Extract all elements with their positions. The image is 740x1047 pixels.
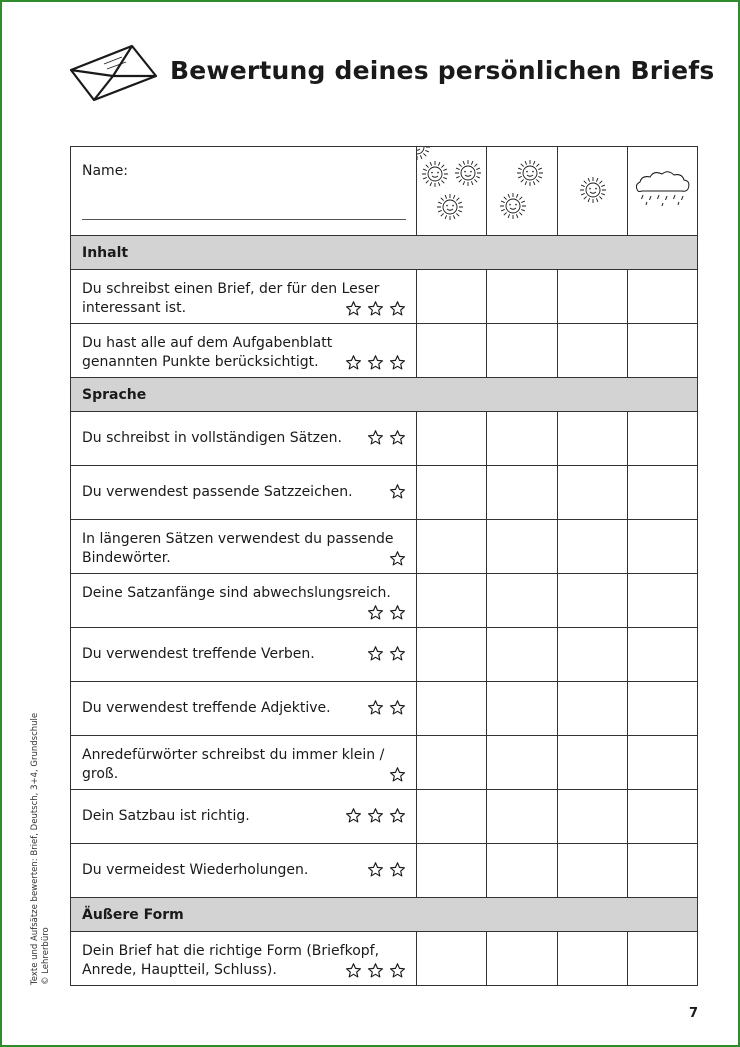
- difficulty-stars: [345, 962, 406, 979]
- rating-checkbox-cell[interactable]: [417, 628, 487, 682]
- rating-column-rain: [627, 147, 697, 236]
- rating-column-two-suns: [487, 147, 557, 236]
- rating-checkbox-cell[interactable]: [487, 932, 557, 986]
- rating-checkbox-cell[interactable]: [417, 520, 487, 574]
- source-note: [30, 713, 52, 985]
- star-icon: [389, 604, 406, 621]
- star-icon: [389, 861, 406, 878]
- criterion-cell: [71, 270, 417, 324]
- rating-checkbox-cell[interactable]: [487, 574, 557, 628]
- rating-checkbox-cell[interactable]: [627, 574, 697, 628]
- star-icon: [389, 429, 406, 446]
- difficulty-stars: [367, 699, 406, 716]
- star-icon: [367, 861, 384, 878]
- rating-checkbox-cell[interactable]: [487, 324, 557, 378]
- page-title: Bewertung deines persönlichen Briefs: [170, 56, 715, 85]
- rating-checkbox-cell[interactable]: [417, 682, 487, 736]
- rating-checkbox-cell[interactable]: [487, 736, 557, 790]
- copyright: © Lehrerbüro: [41, 927, 51, 985]
- rating-checkbox-cell[interactable]: [417, 412, 487, 466]
- section-row: [71, 236, 698, 270]
- rating-column-one-sun: [557, 147, 627, 236]
- criterion-text: In längeren Sätzen verwendest du passende Bindewörter.: [82, 531, 394, 566]
- star-icon: [389, 699, 406, 716]
- star-icon: [367, 429, 384, 446]
- criterion-cell: [71, 412, 417, 466]
- criterion-row: [71, 736, 698, 790]
- section-title: Äußere Form: [82, 907, 184, 923]
- criterion-cell: [71, 736, 417, 790]
- criterion-cell: [71, 932, 417, 986]
- star-icon: [367, 807, 384, 824]
- star-icon: [389, 354, 406, 371]
- rating-checkbox-cell[interactable]: [627, 466, 697, 520]
- rating-checkbox-cell[interactable]: [417, 574, 487, 628]
- rating-checkbox-cell[interactable]: [417, 736, 487, 790]
- envelope-icon: [66, 40, 160, 104]
- star-icon: [389, 483, 406, 500]
- criterion-cell: [71, 628, 417, 682]
- criterion-row: [71, 682, 698, 736]
- name-input-line[interactable]: [82, 219, 406, 220]
- difficulty-stars: [367, 429, 406, 446]
- criterion-text: Du verwendest treffende Adjektive.: [82, 700, 331, 716]
- star-icon: [367, 962, 384, 979]
- criterion-text: Du schreibst einen Brief, der für den Leser interessant ist.: [82, 281, 380, 316]
- star-icon: [389, 645, 406, 662]
- criterion-cell: [71, 466, 417, 520]
- page-number: 7: [688, 1006, 698, 1021]
- criterion-cell: [71, 520, 417, 574]
- rating-checkbox-cell[interactable]: [557, 270, 627, 324]
- criterion-cell: [71, 844, 417, 898]
- rating-checkbox-cell[interactable]: [557, 736, 627, 790]
- rating-checkbox-cell[interactable]: [417, 324, 487, 378]
- criterion-cell: [71, 682, 417, 736]
- rating-checkbox-cell[interactable]: [417, 790, 487, 844]
- criterion-row: [71, 790, 698, 844]
- criterion-row: [71, 932, 698, 986]
- criterion-row: [71, 466, 698, 520]
- rating-checkbox-cell[interactable]: [417, 466, 487, 520]
- rating-checkbox-cell[interactable]: [627, 270, 697, 324]
- criterion-cell: [71, 574, 417, 628]
- criterion-row: [71, 520, 698, 574]
- criterion-text: Du schreibst in vollständigen Sätzen.: [82, 430, 342, 446]
- section-row: [71, 898, 698, 932]
- rating-checkbox-cell[interactable]: [557, 790, 627, 844]
- difficulty-stars: [367, 604, 406, 621]
- star-icon: [389, 807, 406, 824]
- name-cell: [71, 147, 417, 236]
- star-icon: [367, 645, 384, 662]
- rating-checkbox-cell[interactable]: [627, 628, 697, 682]
- rating-checkbox-cell[interactable]: [557, 932, 627, 986]
- section-header: [71, 378, 698, 412]
- criterion-text: Du vermeidest Wiederholungen.: [82, 862, 309, 878]
- criterion-text: Anredefürwörter schreibst du immer klein / groß.: [82, 747, 385, 782]
- criterion-cell: [71, 324, 417, 378]
- criterion-cell: [71, 790, 417, 844]
- rating-checkbox-cell[interactable]: [487, 412, 557, 466]
- criterion-text: Du hast alle auf dem Aufgabenblatt genannten Punkte berücksichtigt.: [82, 335, 333, 370]
- evaluation-table: [70, 146, 698, 986]
- section-header: [71, 898, 698, 932]
- rating-checkbox-cell[interactable]: [627, 932, 697, 986]
- criterion-text: Du verwendest treffende Verben.: [82, 646, 315, 662]
- star-icon: [345, 962, 362, 979]
- rating-checkbox-cell[interactable]: [557, 520, 627, 574]
- rating-checkbox-cell[interactable]: [487, 844, 557, 898]
- rating-checkbox-cell[interactable]: [487, 790, 557, 844]
- criterion-row: [71, 270, 698, 324]
- rating-checkbox-cell[interactable]: [557, 844, 627, 898]
- star-icon: [367, 300, 384, 317]
- rating-checkbox-cell[interactable]: [487, 628, 557, 682]
- rating-checkbox-cell[interactable]: [627, 844, 697, 898]
- rating-checkbox-cell[interactable]: [627, 682, 697, 736]
- section-title: Inhalt: [82, 245, 129, 261]
- rating-checkbox-cell[interactable]: [627, 520, 697, 574]
- difficulty-stars: [345, 300, 406, 317]
- difficulty-stars: [345, 807, 406, 824]
- star-icon: [367, 604, 384, 621]
- star-icon: [367, 699, 384, 716]
- difficulty-stars: [389, 550, 406, 567]
- criterion-text: Dein Satzbau ist richtig.: [82, 808, 250, 824]
- rain-cloud-icon: [628, 147, 698, 235]
- star-icon: [345, 300, 362, 317]
- header-row: [71, 147, 698, 236]
- criterion-text: Dein Brief hat die richtige Form (Briefkopf, Anrede, Hauptteil, Schluss).: [82, 943, 380, 978]
- rating-checkbox-cell[interactable]: [557, 466, 627, 520]
- rating-checkbox-cell[interactable]: [627, 790, 697, 844]
- section-row: [71, 378, 698, 412]
- rating-checkbox-cell[interactable]: [627, 736, 697, 790]
- rating-checkbox-cell[interactable]: [557, 324, 627, 378]
- rating-checkbox-cell[interactable]: [417, 844, 487, 898]
- difficulty-stars: [367, 861, 406, 878]
- criterion-row: [71, 412, 698, 466]
- rating-checkbox-cell[interactable]: [557, 412, 627, 466]
- one-sun-icon: [558, 147, 628, 235]
- rating-checkbox-cell[interactable]: [487, 270, 557, 324]
- criterion-row: [71, 574, 698, 628]
- rating-checkbox-cell[interactable]: [627, 324, 697, 378]
- star-icon: [389, 962, 406, 979]
- source-line: Texte und Aufsätze bewerten: Brief, Deutsch, 3+4, Grundschule: [30, 712, 40, 985]
- star-icon: [389, 766, 406, 783]
- criterion-text: Deine Satzanfänge sind abwechslungsreich.: [82, 585, 391, 601]
- section-header: [71, 236, 698, 270]
- rating-checkbox-cell[interactable]: [487, 520, 557, 574]
- name-label: Name:: [82, 163, 129, 179]
- rating-column-three-suns: [417, 147, 487, 236]
- section-title: Sprache: [82, 387, 147, 403]
- rating-checkbox-cell[interactable]: [417, 270, 487, 324]
- rating-checkbox-cell[interactable]: [417, 932, 487, 986]
- rating-checkbox-cell[interactable]: [557, 574, 627, 628]
- criterion-text: Du verwendest passende Satzzeichen.: [82, 484, 353, 500]
- rating-checkbox-cell[interactable]: [487, 682, 557, 736]
- criterion-row: [71, 628, 698, 682]
- two-suns-icon: [487, 147, 557, 235]
- rating-checkbox-cell[interactable]: [487, 466, 557, 520]
- difficulty-stars: [345, 354, 406, 371]
- star-icon: [389, 550, 406, 567]
- difficulty-stars: [389, 766, 406, 783]
- rating-checkbox-cell[interactable]: [557, 628, 627, 682]
- difficulty-stars: [389, 483, 406, 500]
- star-icon: [367, 354, 384, 371]
- difficulty-stars: [367, 645, 406, 662]
- three-suns-icon: [417, 147, 487, 235]
- star-icon: [345, 354, 362, 371]
- star-icon: [389, 300, 406, 317]
- criterion-row: [71, 844, 698, 898]
- rating-checkbox-cell[interactable]: [627, 412, 697, 466]
- rating-checkbox-cell[interactable]: [557, 682, 627, 736]
- star-icon: [345, 807, 362, 824]
- criterion-row: [71, 324, 698, 378]
